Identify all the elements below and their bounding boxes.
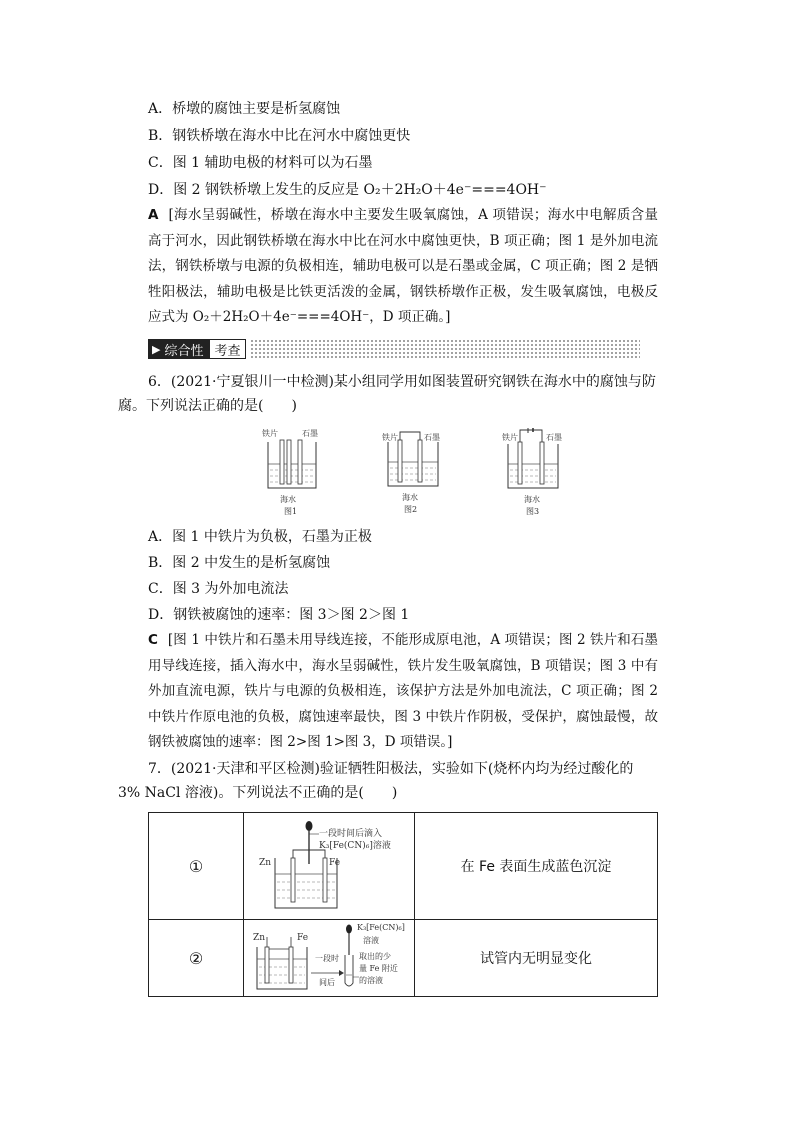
fig3-right-label: 石墨 (546, 433, 562, 442)
fig2-caption: 图2 (404, 505, 418, 514)
section-badge (148, 339, 640, 359)
table-row (149, 813, 658, 920)
figure-3 (502, 428, 572, 518)
q6-stem: 6．(2021·宁夏银川一中检测)某小组同学用如图装置研究钢铁在海水中的腐蚀与防腐。下列说法正确的是( ) (118, 374, 656, 414)
q5-answer (148, 203, 658, 331)
apparatus-cell (244, 813, 415, 920)
q5-option-a: A．桥墩的腐蚀主要是析氢腐蚀 (148, 101, 341, 117)
fig3-liquid: 海水 (524, 495, 540, 504)
fig1-right-label: 石墨 (302, 429, 318, 438)
apparatus-cell (244, 920, 415, 997)
q6-option-c: C．图 3 为外加电流法 (148, 581, 289, 597)
result-cell: 在 Fe 表面生成蓝色沉淀 (415, 813, 658, 920)
fig2-right-label: 石墨 (424, 433, 440, 442)
fig3-beaker (502, 428, 566, 492)
experiment-table (148, 812, 658, 997)
fig1-caption: 图1 (284, 507, 298, 516)
arrow-label-1: 一段时 (315, 954, 339, 963)
q6-option-a: A．图 1 中铁片为负极，石墨为正极 (148, 529, 372, 545)
fig2-beaker (382, 428, 446, 490)
q5-option-c: C．图 1 辅助电极的材料可以为石墨 (148, 155, 373, 171)
dotted-divider (250, 339, 640, 359)
fig3-caption: 图3 (526, 507, 540, 516)
q5-option-d: D．图 2 钢铁桥墩上发生的反应是 O₂＋2H₂O＋4e⁻===4OH⁻ (148, 182, 547, 198)
q6-explanation: [图 1 中铁片和石墨未用导线连接，不能形成原电池，A 项错误；图 2 铁片和石墨用导线连接，插入海水中，海水呈弱碱性，铁片发生吸氧腐蚀，B 项错误；图 3 中有外加直流电源，铁片与电源的负极相连，该保护方法是外加电流法，C 项正确；图 2 中铁片作原电池的负极，腐蚀速率最快，图 3 中铁片作阴极，受保护，腐蚀最慢，故钢铁被腐蚀的速率：图 2>图 1>图 3，D 项错误。] (148, 632, 658, 750)
fe-label: Fe (297, 933, 309, 943)
q5-explanation: [海水呈弱碱性，桥墩在海水中主要发生吸氧腐蚀，A 项错误；海水中电解质含量高于河水，因此钢铁桥墩在海水中比在河水中腐蚀更快，B 项正确；图 1 是外加电流法，钢铁桥墩与电源的负极相连，辅助电极可以是石墨或金属，C 项正确；图 2 是牺牲阳极法，辅助电极是比铁更活泼的金属，钢铁桥墩作正极，发生吸氧腐蚀，电极反应式为 O₂＋2H₂O＋4e⁻===4OH⁻，D 项正确。] (148, 207, 658, 325)
reagent-label-2: 溶液 (363, 936, 379, 945)
q7-stem: 7．(2021·天津和平区检测)验证牺牲阳极法，实验如下(烧杯内均为经过酸化的 3% NaCl 溶液)。下列说法不正确的是( ) (118, 761, 634, 801)
note-line-1: 一段时间后滴入 (319, 829, 383, 839)
zn-label: Zn (259, 858, 272, 868)
sample-label-3: 的溶液 (359, 976, 383, 985)
fig2-left-label: 铁片 (382, 433, 398, 442)
q6-answer-key: C (148, 632, 158, 648)
fig1-beaker (262, 438, 322, 492)
reagent-label-1: K₃[Fe(CN)₆] (357, 923, 405, 932)
zn-label: Zn (253, 933, 266, 943)
fig1-liquid: 海水 (280, 495, 296, 504)
play-icon: ▶ (152, 342, 161, 356)
result-cell: 试管内无明显变化 (415, 920, 658, 997)
q5-option-b: B．钢铁桥墩在海水中比在河水中腐蚀更快 (148, 128, 411, 144)
figure-2 (382, 428, 446, 518)
fig1-left-label: 铁片 (262, 429, 278, 438)
q6-option-b: B．图 2 中发生的是析氢腐蚀 (148, 555, 331, 571)
q6-answer (148, 628, 658, 756)
q6-option-d: D．钢铁被腐蚀的速率：图 3＞图 2＞图 1 (148, 607, 410, 623)
sample-label-1: 取出的少 (359, 952, 391, 961)
figure-1 (262, 428, 322, 518)
note-line-2: K₃[Fe(CN)₆]溶液 (319, 841, 391, 851)
q5-answer-key: A (148, 207, 159, 223)
table-row (149, 920, 658, 997)
row-number: ② (149, 920, 244, 997)
fig2-liquid: 海水 (402, 493, 418, 502)
sample-label-2: 量 Fe 附近 (359, 964, 398, 973)
fig3-left-label: 铁片 (502, 433, 518, 442)
row-number: ① (149, 813, 244, 920)
fe-label: Fe (329, 858, 341, 868)
badge-right-label: 考查 (209, 339, 245, 359)
badge-left-label: 综合性 (164, 343, 204, 359)
arrow-label-2: 间后 (319, 978, 335, 987)
